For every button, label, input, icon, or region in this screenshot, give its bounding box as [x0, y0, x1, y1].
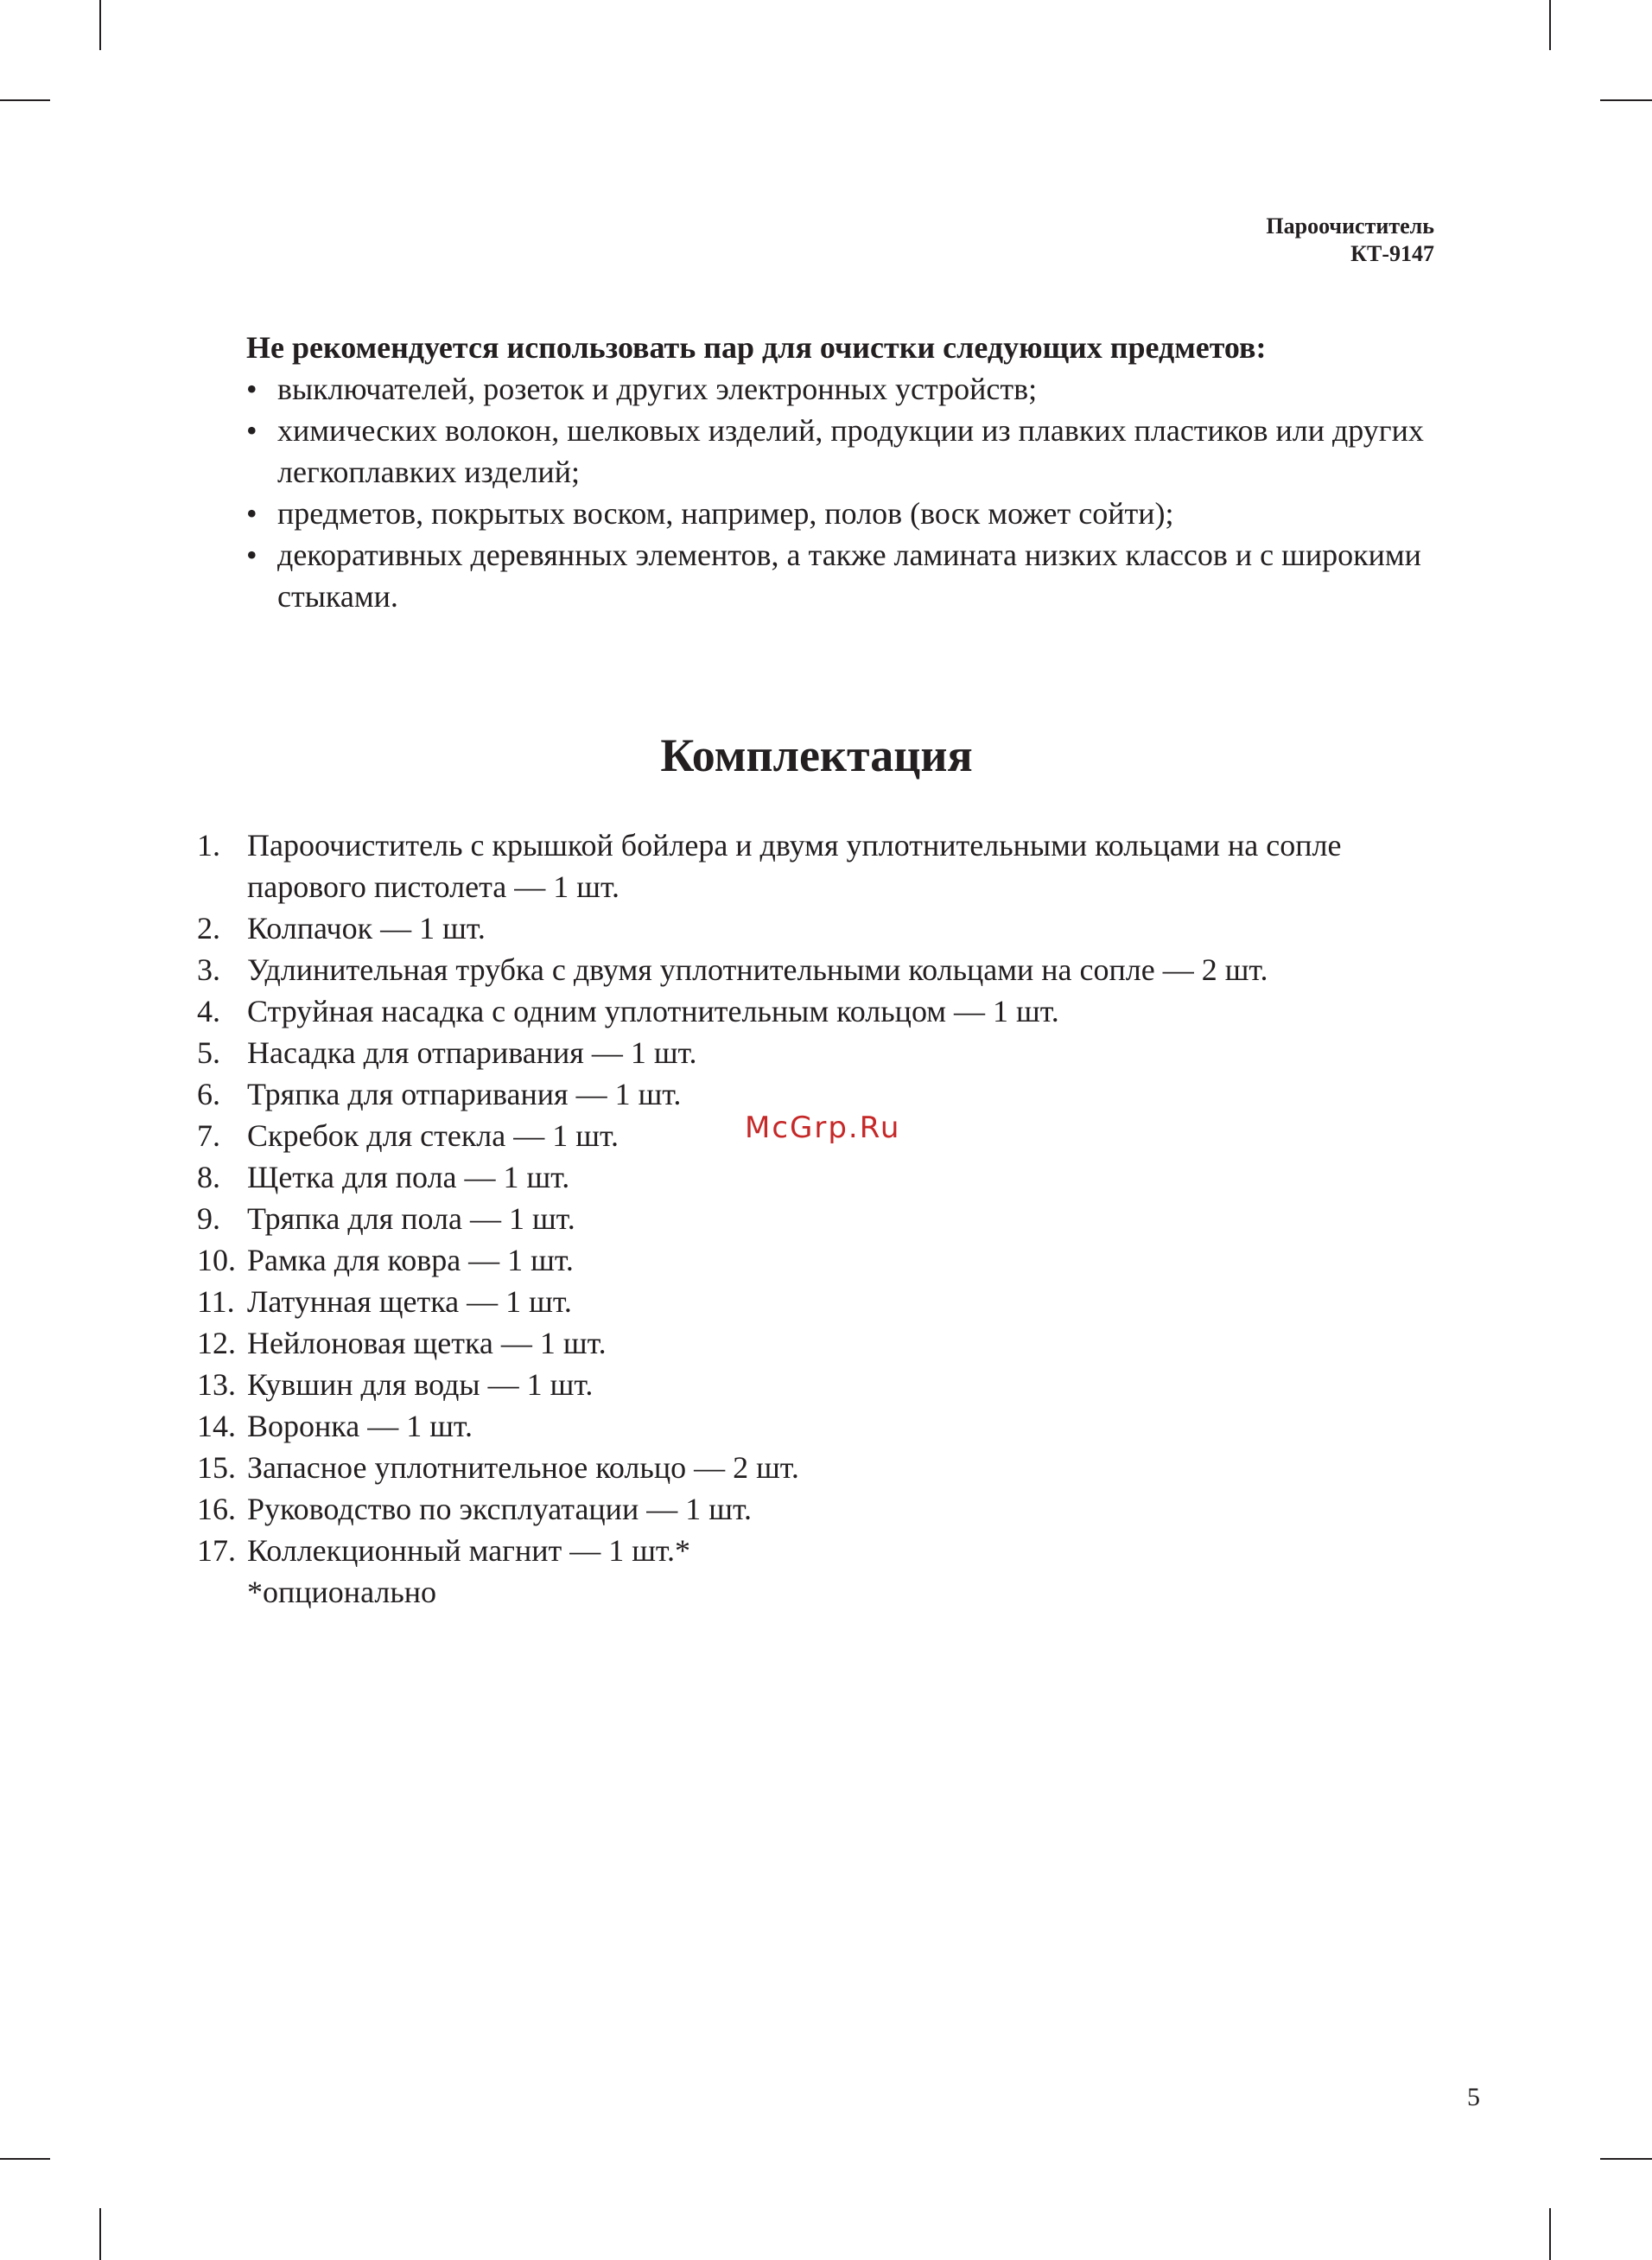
crop-mark	[1549, 2208, 1551, 2260]
section-title: Комплектация	[660, 729, 973, 781]
crop-mark	[99, 2208, 101, 2260]
list-item: 17. Коллекционный магнит — 1 шт.*	[197, 1533, 690, 1568]
bullet-icon: •	[246, 496, 257, 531]
kit-list-block	[197, 824, 1450, 1613]
list-item: 5. Насадка для отпаривания — 1 шт.	[197, 1035, 697, 1070]
list-item: • химических волокон, шелковых изделий, продукции из плавких пластиков или других легкоплавких изделий;	[246, 410, 1439, 493]
list-item: • декоративных деревянных элементов, а также ламината низких классов и с широкими стыками.	[246, 534, 1439, 617]
footnote: *опционально	[247, 1575, 437, 1609]
warning-block	[246, 327, 1439, 617]
header-model: КТ-9147	[1350, 241, 1434, 266]
list-item: 8. Щетка для пола — 1 шт.	[197, 1160, 570, 1194]
list-item: 15. Запасное уплотнительное кольцо — 2 шт.	[197, 1450, 799, 1485]
list-item: 1. Пароочиститель с крышкой бойлера и двумя уплотнительными кольцами на сопле парового пистолета — 1 шт.	[197, 828, 1342, 904]
list-item: 7. Скребок для стекла — 1 шт.	[197, 1118, 619, 1153]
list-item: 6. Тряпка для отпаривания — 1 шт.	[197, 1077, 682, 1111]
bullet-icon: •	[246, 538, 257, 572]
crop-mark	[1549, 0, 1551, 50]
page-number: 5	[1467, 2083, 1480, 2111]
list-item: 11. Латунная щетка — 1 шт.	[197, 1284, 572, 1319]
list-item: 9. Тряпка для пола — 1 шт.	[197, 1201, 575, 1236]
warning-lead: Не рекомендуется использовать пар для очистки следующих предметов:	[246, 330, 1267, 365]
list-item: 3. Удлинительная трубка с двумя уплотнительными кольцами на сопле — 2 шт.	[197, 952, 1268, 987]
list-item: 10. Рамка для ковра — 1 шт.	[197, 1243, 574, 1277]
crop-mark	[0, 99, 50, 101]
list-item: 2. Колпачок — 1 шт.	[197, 911, 486, 945]
crop-mark	[0, 2158, 50, 2160]
bullet-icon: •	[246, 372, 257, 406]
crop-mark	[1600, 2158, 1652, 2160]
list-item: 16. Руководство по эксплуатации — 1 шт.	[197, 1492, 752, 1526]
list-item: 4. Струйная насадка с одним уплотнительным кольцом — 1 шт.	[197, 994, 1059, 1028]
list-item: • предметов, покрытых воском, например, полов (воск может сойти);	[246, 493, 1439, 534]
list-item: 13. Кувшин для воды — 1 шт.	[197, 1367, 594, 1402]
kit-list	[197, 824, 1450, 1571]
list-item: 12. Нейлоновая щетка — 1 шт.	[197, 1326, 607, 1360]
warning-list	[246, 368, 1439, 617]
running-header	[1266, 213, 1434, 268]
crop-mark	[99, 0, 101, 50]
bullet-icon: •	[246, 413, 257, 448]
list-item: • выключателей, розеток и других электронных устройств;	[246, 368, 1439, 410]
watermark: McGrp.Ru	[745, 1111, 901, 1145]
header-product: Пароочиститель	[1266, 213, 1434, 239]
crop-mark	[1600, 99, 1652, 101]
list-item: 14. Воронка — 1 шт.	[197, 1409, 473, 1443]
